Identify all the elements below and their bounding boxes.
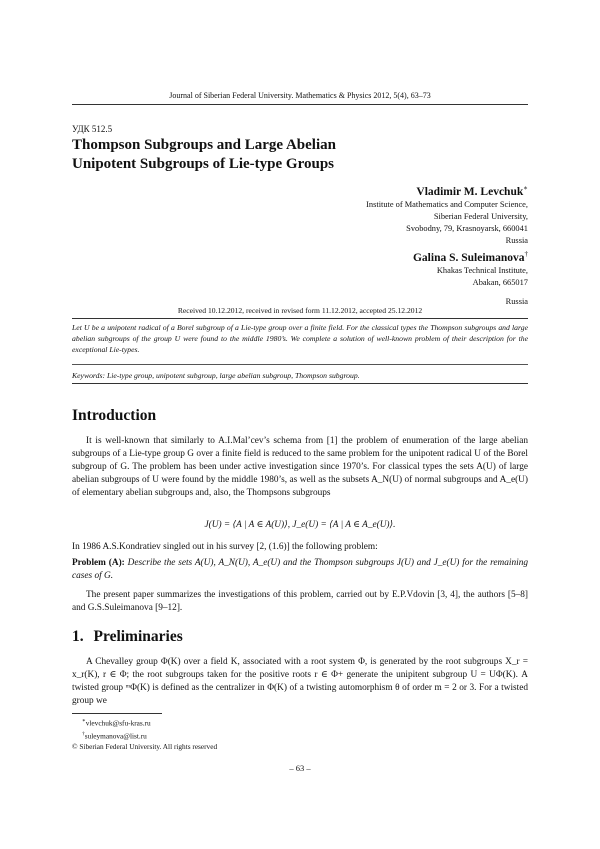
intro-paragraph-2: In 1986 A.S.Kondratiev singled out in his survey [2, (1.6)] the following problem:: [72, 542, 378, 552]
keywords: Keywords: Lie-type group, unipotent subgroup, large abelian subgroup, Thompson subgroup.: [72, 371, 360, 380]
footnote-rule: [72, 713, 162, 714]
preliminaries-paragraph: A Chevalley group Φ(K) over a field K, associated with a root system Φ, is generated by the root subgroups X_r = x_r(K), r ∈ Φ; the root subgroups taken for the positive roots r ∈ Φ+ generate the unipitent subgroup U = UΦ(K). A twisted group ᵐΦ(K) is defined as the centralizer in Φ(K) of a twisting automorphism θ of order m = 2 or 3. For a twisted group we: [72, 657, 528, 706]
abstract-rule-mid: [72, 364, 528, 365]
footnote-2: †suleymanova@list.ru: [82, 730, 147, 741]
section-heading-preliminaries: 1. Preliminaries: [72, 628, 183, 645]
author-name-2: Galina S. Suleimanova†: [412, 249, 528, 264]
affiliation-1-line-1: Institute of Mathematics and Computer Science,: [366, 199, 528, 209]
affiliation-1-line-2: Siberian Federal University,: [433, 211, 528, 221]
footnotes: [72, 716, 217, 752]
copyright-notice: © Siberian Federal University. All rights reserved: [72, 741, 218, 751]
footnote-1: ∗vlevchuk@sfu-kras.ru: [82, 718, 151, 728]
intro-paragraph-1: It is well-known that similarly to A.I.Mal’cev’s schema from [1] the problem of enumeration of the large abelian subgroups of a Lie-type group G over a finite field is reduced to the same problem for the unipotent radical U of the Borel subgroup of G. The problem has been under active investigation since 1970’s. For classical types the sets A(U) of large abelian subgroups of U were found by the middle 1980’s, as well as the subsets A_N(U) of normal subgroups and A_e(U) of elementary abelian subgroups and, also, the Thompsons subgroups: [72, 436, 528, 498]
affiliation-2-line-1: Khakas Technical Institute,: [436, 265, 528, 275]
problem-text: Describe the sets A(U), A_N(U), A_e(U) and the Thompson subgroups J(U) and J_e(U) for the remaining cases of G.: [72, 558, 529, 581]
affiliation-2-line-2: Abakan, 665017: [472, 277, 528, 287]
problem-statement: [72, 557, 528, 583]
paper-title: [72, 136, 528, 174]
abstract: Let U be a unipotent radical of a Borel subgroup of a Lie-type group over a finite field. For the classical types the Thompson subgroups and large abelian subgroups of the group U were found to the middle 1980’s. We complete a solution of well-known problem of their description for the exceptional Lie-types.: [72, 323, 528, 354]
title-line-1: Thompson Subgroups and Large Abelian: [72, 137, 336, 153]
journal-header: Journal of Siberian Federal University. Mathematics & Physics 2012, 5(4), 63–73: [169, 91, 431, 100]
abstract-rule-top: [72, 318, 528, 319]
introduction-heading: Introduction: [72, 407, 157, 424]
affiliation-1-line-3: Svobodny, 79, Krasnoyarsk, 660041: [406, 223, 528, 233]
received-dates: Received 10.12.2012, received in revised form 11.12.2012, accepted 25.12.2012: [177, 306, 423, 315]
author-name-1: Vladimir M. Levchuk∗: [416, 184, 528, 198]
affiliation-2-line-3: Russia: [505, 296, 528, 306]
intro-paragraph-3: The present paper summarizes the investigations of this problem, carried out by E.P.Vdovin [3, 4], the authors [5–8] and G.S.Suleimanova [9–12].: [72, 590, 528, 613]
problem-label: Problem (A):: [72, 558, 125, 568]
title-line-2: Unipotent Subgroups of Lie-type Groups: [72, 156, 335, 172]
author-block: [366, 181, 528, 308]
thompson-formula: J(U) = ⟨A | A ∈ A(U)⟩, J_e(U) = ⟨A | A ∈ A_e(U)⟩.: [204, 520, 396, 530]
affiliation-1-line-4: Russia: [505, 235, 528, 245]
udk-code: УДК 512.5: [72, 124, 113, 134]
header-rule: [72, 104, 528, 105]
page-number: – 63 –: [289, 763, 311, 773]
abstract-rule-bottom: [72, 383, 528, 384]
